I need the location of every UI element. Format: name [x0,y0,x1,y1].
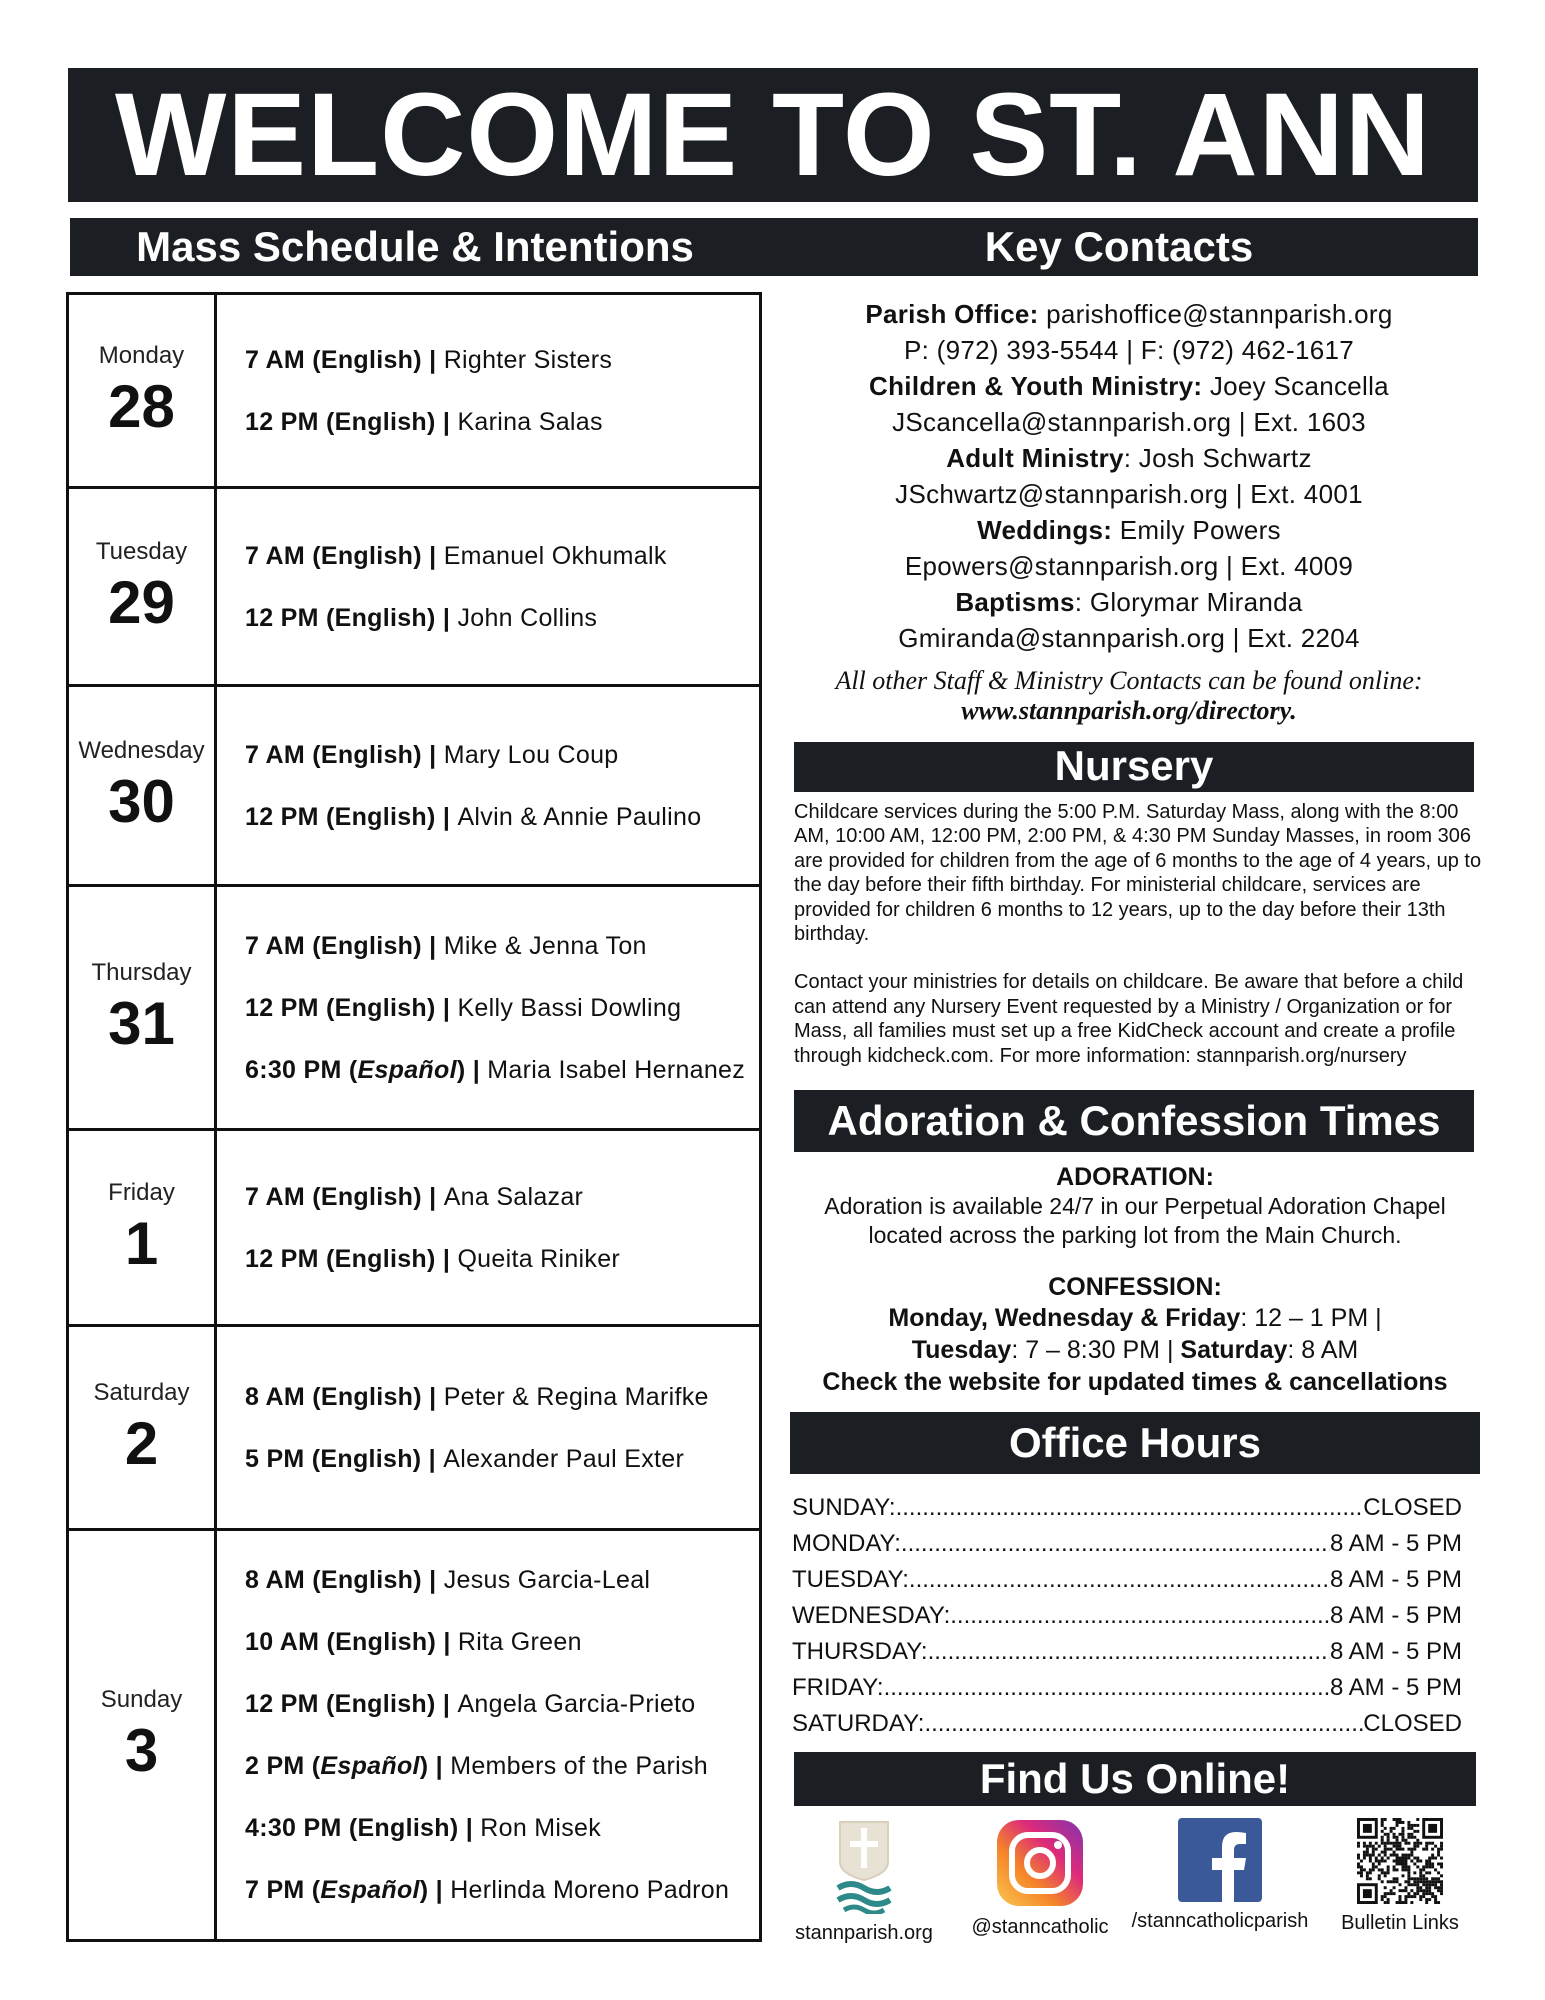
day-name: Friday [108,1178,175,1206]
office-day: SATURDAY: [792,1710,925,1737]
directory-link[interactable]: www.stannparish.org/directory. [961,696,1297,725]
day-cell [69,489,217,684]
schedule-row-sunday [69,1531,759,1939]
contact-line: Adult Ministry: Josh Schwartz [946,443,1312,473]
adoration-line-1: Adoration is available 24/7 in our Perpetual Adoration Chapel [824,1193,1446,1219]
mass-entry: 2 PM (Español) | Members of the Parish [245,1752,708,1780]
adoration-heading: ADORATION: [1056,1163,1214,1191]
nursery-paragraph-1: Childcare services during the 5:00 P.M. Saturday Mass, along with the 8:00 AM, 10:00 AM, 12:00 PM, 2:00 PM, & 4:30 PM Sunday Masses, in room 306 are provided for children from the age of 6 months to the age of 4 years, up to the day before their fifth birthday. For ministerial childcare, services are provided for children 6 months to 12 years, up to the day before their 13th birthday. [794,801,1482,946]
intention-name: John Collins [457,603,598,632]
instagram-icon [995,1818,1085,1908]
office-hours-header: Office Hours [790,1412,1480,1474]
mass-entry: 12 PM (English) | Kelly Bassi Dowling [245,993,682,1022]
day-name: Wednesday [78,736,205,764]
page-title: WELCOME TO ST. ANN [115,69,1431,201]
confession-heading: CONFESSION: [1048,1273,1222,1301]
office-time: 8 AM - 5 PM [1329,1674,1462,1701]
schedule-row-thursday [69,887,759,1131]
nursery-text [794,800,1484,1090]
day-name: Thursday [91,958,192,986]
confession-note: Check the website for updated times & cancellations [822,1368,1448,1396]
intention-name: Angela Garcia-Prieto [457,1690,696,1718]
social-bulletin[interactable] [1300,1818,1500,1935]
office-time: CLOSED [1363,1710,1462,1737]
adoration-confession-info [790,1162,1480,1398]
office-hours-row [792,1490,1462,1526]
day-name: Monday [98,341,185,369]
day-name: Tuesday [95,537,188,565]
key-contacts-header: Key Contacts [760,218,1478,276]
contact-line: Epowers@stannparish.org | Ext. 4009 [904,551,1354,581]
key-contacts [780,296,1478,726]
intention-name: Members of the Parish [450,1752,708,1780]
office-time: 8 AM - 5 PM [1329,1566,1462,1593]
intention-name: Queita Riniker [457,1244,621,1273]
office-hours-row [792,1526,1462,1562]
mass-entry: 12 PM (English) | Queita Riniker [245,1244,621,1273]
office-day: MONDAY: [792,1530,901,1557]
intention-name: Righter Sisters [443,345,613,374]
contact-line: Children & Youth Ministry: Joey Scancella [869,371,1389,401]
contacts-online-text: All other Staff & Ministry Contacts can be found online: [835,666,1423,695]
office-hours-row [792,1562,1462,1598]
instagram-label: @stanncatholic [971,1916,1109,1938]
office-hours-row [792,1670,1462,1706]
social-facebook[interactable] [1120,1818,1320,1933]
day-cell [69,887,217,1128]
schedule-row-wednesday [69,687,759,887]
mass-entry: 7 AM (English) | Mike & Jenna Ton [245,931,647,960]
contact-line: Parish Office: parishoffice@stannparish.org [865,299,1393,329]
mass-entry: 7 AM (English) | Ana Salazar [245,1182,584,1211]
contact-line: Weddings: Emily Powers [977,515,1281,545]
mass-entry: 12 PM (English) | Karina Salas [245,407,603,436]
schedule-row-monday [69,295,759,489]
intention-name: Ron Misek [480,1814,602,1842]
office-day: FRIDAY: [792,1674,884,1701]
mass-entry: 7 AM (English) | Emanuel Okhumalk [245,541,667,570]
day-name: Sunday [100,1686,183,1713]
contact-line: P: (972) 393-5544 | F: (972) 462-1617 [903,335,1354,365]
mass-list [245,1327,709,1528]
contacts-online-note [780,666,1478,726]
day-number: 1 [124,1209,159,1277]
mass-list [245,295,612,486]
social-website[interactable] [764,1818,964,1945]
intention-name: Mary Lou Coup [443,740,619,769]
contact-line: JSchwartz@stannparish.org | Ext. 4001 [895,479,1363,509]
office-day: THURSDAY: [792,1638,928,1665]
office-time: CLOSED [1363,1494,1462,1521]
office-hours-row [792,1598,1462,1634]
mass-list [245,1531,729,1939]
intention-name: Herlinda Moreno Padron [450,1876,730,1904]
adoration-header: Adoration & Confession Times [794,1090,1474,1152]
page-banner [68,68,1478,202]
mass-entry: 12 PM (English) | Angela Garcia-Prieto [245,1690,696,1718]
office-day: SUNDAY: [792,1494,896,1521]
day-number: 30 [108,767,175,835]
contact-line: Gmiranda@stannparish.org | Ext. 2204 [898,623,1360,653]
office-day: TUESDAY: [792,1566,909,1593]
office-time: 8 AM - 5 PM [1329,1602,1462,1629]
schedule-row-friday [69,1131,759,1327]
day-number: 31 [108,989,175,1057]
mass-entry: 12 PM (English) | Alvin & Annie Paulino [245,802,702,831]
mass-entry: 7 PM (Español) | Herlinda Moreno Padron [245,1876,730,1904]
mass-entry: 5 PM (English) | Alexander Paul Exter [245,1444,685,1473]
website-label: stannparish.org [795,1922,933,1944]
day-cell [69,1131,217,1324]
social-instagram[interactable] [940,1818,1140,1939]
mass-entry: 7 AM (English) | Righter Sisters [245,345,613,374]
facebook-icon [1178,1818,1262,1902]
day-cell [69,295,217,486]
day-number: 3 [124,1717,159,1784]
intention-name: Alexander Paul Exter [443,1444,685,1473]
contact-line: JScancella@stannparish.org | Ext. 1603 [892,407,1366,437]
intention-name: Peter & Regina Marifke [443,1382,709,1411]
contact-line: Baptisms: Glorymar Miranda [955,587,1303,617]
nursery-header: Nursery [794,742,1474,792]
office-hours-row [792,1634,1462,1670]
mass-schedule-header: Mass Schedule & Intentions [70,218,760,276]
day-number: 29 [108,568,175,636]
adoration-line-2: located across the parking lot from the Main Church. [868,1222,1402,1248]
facebook-label: /stanncatholicparish [1131,1910,1309,1932]
nursery-paragraph-2: Contact your ministries for details on childcare. Be aware that before a child can attend any Nursery Event requested by a Ministry / Organization or for Mass, all families must set up a free KidCheck account and create a profile through kidcheck.com. For more information: stannparish.org/nursery [794,971,1464,1067]
mass-entry: 7 AM (English) | Mary Lou Coup [245,740,619,769]
intention-name: Maria Isabel Hernanez [487,1055,746,1084]
intention-name: Alvin & Annie Paulino [457,802,702,831]
office-hours-list [792,1490,1462,1742]
day-cell [69,1531,217,1939]
intention-name: Jesus Garcia-Leal [443,1566,651,1594]
mass-entry: 10 AM (English) | Rita Green [245,1628,582,1656]
mass-list [245,489,667,684]
intention-name: Kelly Bassi Dowling [457,993,682,1022]
office-hours-row [792,1706,1462,1742]
mass-entry: 8 AM (English) | Jesus Garcia-Leal [245,1566,651,1594]
mass-schedule-table [66,292,762,1942]
intention-name: Ana Salazar [443,1182,584,1211]
confession-line-2: Tuesday: 7 – 8:30 PM | Saturday: 8 AM [911,1336,1359,1364]
bulletin-label: Bulletin Links [1341,1912,1459,1934]
day-cell [69,1327,217,1528]
qr-code-icon [1357,1818,1443,1904]
mass-entry: 8 AM (English) | Peter & Regina Marifke [245,1382,709,1411]
intention-name: Karina Salas [457,407,603,436]
intention-name: Emanuel Okhumalk [443,541,667,570]
intention-name: Rita Green [457,1628,582,1656]
mass-list [245,887,745,1128]
confession-line-1: Monday, Wednesday & Friday: 12 – 1 PM | [888,1304,1382,1332]
office-time: 8 AM - 5 PM [1329,1530,1462,1557]
day-cell [69,687,217,884]
office-day: WEDNESDAY: [792,1602,951,1629]
day-number: 28 [108,372,175,440]
schedule-row-tuesday [69,489,759,687]
mass-entry: 4:30 PM (English) | Ron Misek [245,1814,602,1842]
mass-entry: 12 PM (English) | John Collins [245,603,598,632]
office-time: 8 AM - 5 PM [1329,1638,1462,1665]
find-us-online-header: Find Us Online! [794,1752,1476,1806]
schedule-row-saturday [69,1327,759,1531]
intention-name: Mike & Jenna Ton [443,931,647,960]
mass-list [245,1131,620,1324]
day-number: 2 [124,1409,159,1477]
mass-entry: 6:30 PM (Español) | Maria Isabel Hernanez [245,1055,746,1084]
day-name: Saturday [93,1378,190,1406]
mass-list [245,687,701,884]
parish-logo-icon [834,1818,894,1914]
